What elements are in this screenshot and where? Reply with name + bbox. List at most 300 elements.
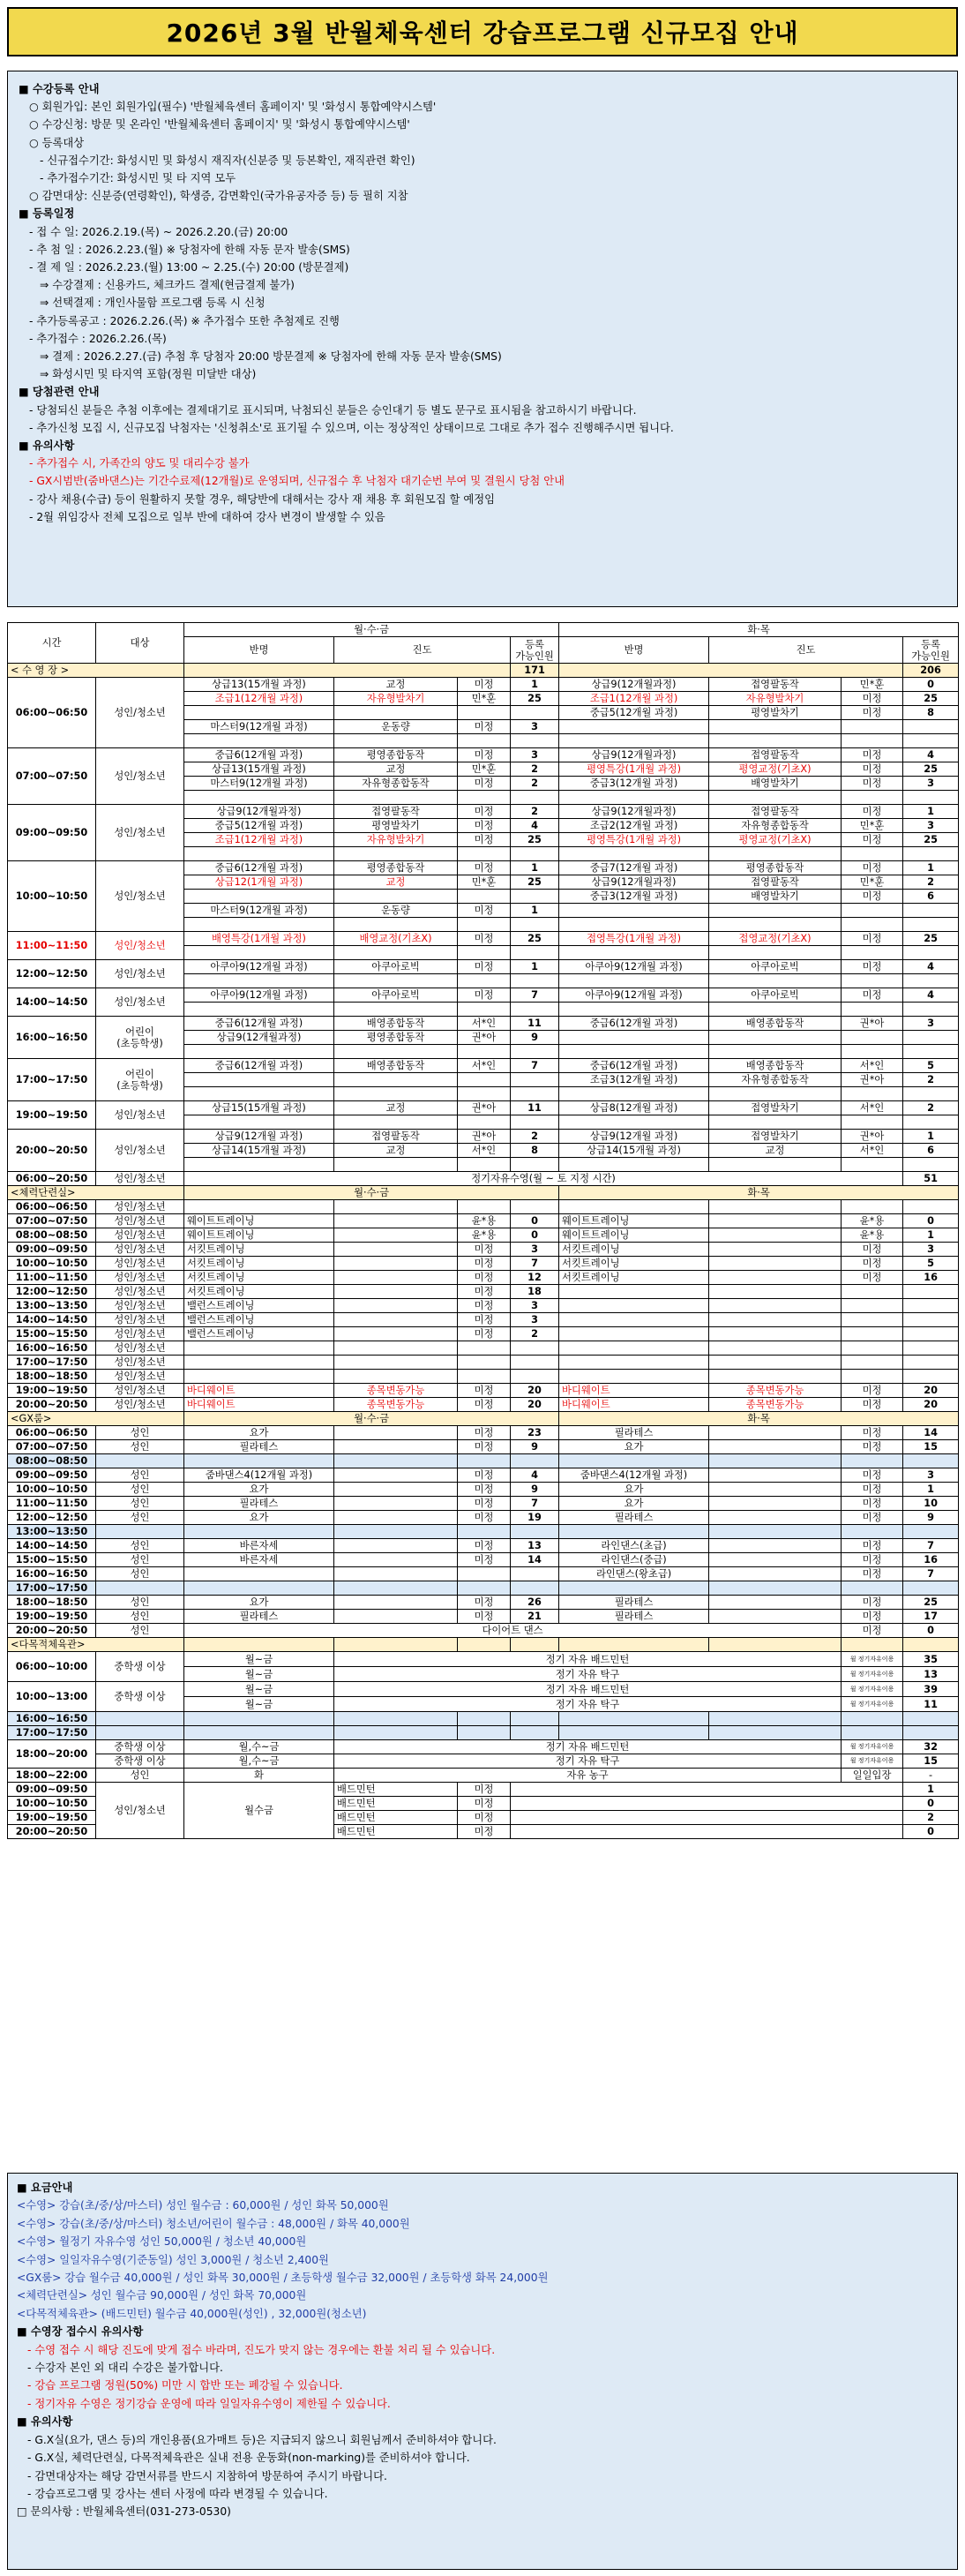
cell: 중학생 이상 xyxy=(96,1754,184,1769)
class-name: 조급1(12개월 과정) xyxy=(559,692,709,706)
cell: 윤*용 xyxy=(842,1214,903,1228)
cell xyxy=(511,1158,559,1172)
capacity: 13 xyxy=(903,1667,959,1682)
cell xyxy=(184,1045,334,1059)
program: 정기 자유 배드민턴 xyxy=(334,1740,842,1754)
cell xyxy=(842,734,903,748)
cell: 미정 xyxy=(842,692,903,706)
table-row xyxy=(8,1511,959,1525)
cell xyxy=(458,734,511,748)
target: 중학생 이상 xyxy=(96,1682,184,1712)
cell: 미정 xyxy=(458,1783,511,1797)
cell: 미정 xyxy=(842,1426,903,1440)
cell xyxy=(458,1200,511,1214)
cell: 자유형발차기 xyxy=(334,692,458,706)
cell: 월 정기자유이용 xyxy=(842,1697,903,1712)
header-progress: 진도 xyxy=(709,637,903,664)
cell: 12 xyxy=(511,1271,559,1285)
notice-line: - 추가접수 : 2026.2.26.(목) xyxy=(29,332,167,345)
cell: 서킷트레이닝 xyxy=(559,1243,709,1257)
capacity: 3 xyxy=(903,777,959,791)
cell: 바디웨이트 xyxy=(559,1398,709,1412)
cell: 20 xyxy=(903,1384,959,1398)
time-slot: 12:00~12:50 xyxy=(8,960,96,988)
cell xyxy=(559,1341,709,1356)
class-name: 마스터9(12개월 과정) xyxy=(184,777,334,791)
fees-line: <다목적체육관> (배드민턴) 월수금 40,000원(성인) , 32,000원(청소년) xyxy=(17,2307,367,2320)
cell xyxy=(458,1073,511,1087)
capacity: 25 xyxy=(903,833,959,847)
cell xyxy=(559,946,709,960)
cell: 자유형종합동작 xyxy=(709,819,842,833)
cell: 미정 xyxy=(842,1440,903,1454)
cell xyxy=(903,1581,959,1596)
capacity: 7 xyxy=(511,1059,559,1073)
cell: 미정 xyxy=(842,1384,903,1398)
cell: 미정 xyxy=(842,1511,903,1525)
class-name: 아쿠아9(12개월 과정) xyxy=(184,960,334,974)
notice-line: - 추가접수기간: 화성시민 및 타 지역 모두 xyxy=(40,172,236,185)
capacity: 8 xyxy=(903,706,959,720)
table-row xyxy=(8,1553,959,1567)
capacity xyxy=(903,720,959,734)
cell xyxy=(458,847,511,861)
cell xyxy=(842,1341,903,1356)
cell xyxy=(842,791,903,805)
class-name: 상급14(15개월 과정) xyxy=(559,1144,709,1158)
cell xyxy=(334,1327,458,1341)
cell: 민*훈 xyxy=(458,875,511,890)
cell: 교정 xyxy=(334,875,458,890)
fees-line: <GX룸> 강습 월수금 40,000원 / 성인 화목 30,000원 / 초등학생 월수금 32,000원 / 초등학생 화목 24,000원 xyxy=(17,2272,549,2285)
class-name: 아쿠아9(12개월 과정) xyxy=(559,960,709,974)
cell: 라인댄스(초급) xyxy=(559,1539,709,1553)
cell: 월수금 xyxy=(184,1783,334,1839)
cell: 배영종합동작 xyxy=(334,1017,458,1031)
cell: 미정 xyxy=(458,988,511,1003)
cell: 4 xyxy=(511,1468,559,1483)
cell: 배영종합동작 xyxy=(334,1059,458,1073)
cell xyxy=(709,1468,842,1483)
fee-notice xyxy=(7,2173,958,2570)
cell: 서킷트레이닝 xyxy=(184,1243,334,1257)
fees-line: - G.X실(요가, 댄스 등)의 개인용품(요가매트 등)은 지급되지 않으니 회원님께서 준비하셔야 합니다. xyxy=(27,2433,497,2446)
cell: 자유형발차기 xyxy=(334,833,458,847)
class-name: 조급3(12개월 과정) xyxy=(559,1073,709,1087)
cell xyxy=(511,1638,559,1652)
cell: 미정 xyxy=(458,1384,511,1398)
capacity xyxy=(511,1073,559,1087)
cell xyxy=(334,1426,458,1440)
cell xyxy=(709,1581,842,1596)
cell xyxy=(842,1638,903,1652)
cell: 권*아 xyxy=(842,1130,903,1144)
cell: 미정 xyxy=(458,748,511,762)
cell: 미정 xyxy=(458,932,511,946)
cell xyxy=(334,1638,458,1652)
cell xyxy=(334,1313,458,1327)
cell xyxy=(334,1285,458,1299)
cell: 1 xyxy=(903,1228,959,1243)
table-row xyxy=(8,1769,959,1783)
table-row xyxy=(8,1412,959,1426)
class-name: 상급12(1개월 과정) xyxy=(184,875,334,890)
cell: 미정 xyxy=(458,1811,511,1825)
class-name: 다이어트 댄스 xyxy=(184,1624,842,1638)
cell xyxy=(458,1581,511,1596)
fees-line: <수영> 월정기 자유수영 성인 50,000원 / 청소년 40,000원 xyxy=(17,2235,307,2249)
cell: 밸런스트레이닝 xyxy=(184,1313,334,1327)
cell xyxy=(334,1045,458,1059)
target: 어린이 (초등학생) xyxy=(96,1017,184,1059)
cell xyxy=(842,1581,903,1596)
schedule xyxy=(7,622,958,1839)
cell: 월 정기자유이용 xyxy=(842,1667,903,1682)
cell: 20 xyxy=(903,1398,959,1412)
cell: 평영종합동작 xyxy=(334,861,458,875)
cell: 23 xyxy=(511,1426,559,1440)
cell xyxy=(903,1115,959,1130)
cell xyxy=(903,1285,959,1299)
time-slot: 08:00~08:50 xyxy=(8,1228,96,1243)
cell: 2 xyxy=(511,1327,559,1341)
cell: 평영종합동작 xyxy=(334,748,458,762)
cell: 접영발차기 xyxy=(709,1130,842,1144)
cell xyxy=(559,664,903,678)
notice-line: ○ 수강신청: 방문 및 온라인 '반월체육센터 홈페이지' 및 '화성시 통합예약시스템' xyxy=(29,118,410,131)
class-name: 상급9(12개월과정) xyxy=(559,875,709,890)
cell xyxy=(511,1045,559,1059)
cell: 미정 xyxy=(842,1553,903,1567)
cell xyxy=(511,1567,559,1581)
cell xyxy=(903,918,959,932)
capacity: 1 xyxy=(511,960,559,974)
cell: 성인 xyxy=(96,1468,184,1483)
cell xyxy=(511,946,559,960)
cell: 미정 xyxy=(842,861,903,875)
cell: 3 xyxy=(511,1313,559,1327)
target: 성인/청소년 xyxy=(96,1172,184,1186)
cell: 미정 xyxy=(842,833,903,847)
program: 정기 자유 배드민턴 xyxy=(334,1652,842,1667)
fees-line: ■ 유의사항 xyxy=(17,2415,73,2429)
cell xyxy=(334,1610,458,1624)
cell xyxy=(559,1313,709,1327)
notice-line: - 2월 위임강사 전체 모집으로 일부 반에 대하여 강사 변경이 발생할 수 있음 xyxy=(29,510,385,523)
cell xyxy=(842,904,903,918)
cell xyxy=(559,974,709,988)
cell: 성인 xyxy=(96,1553,184,1567)
cell: 서킷트레이닝 xyxy=(559,1271,709,1285)
cell xyxy=(334,1243,458,1257)
section-title: <다목적체육관> xyxy=(8,1638,184,1652)
time-slot: 17:00~17:50 xyxy=(8,1059,96,1101)
cell xyxy=(709,918,842,932)
cell xyxy=(559,918,709,932)
capacity: 8 xyxy=(511,1144,559,1158)
table-row xyxy=(8,1398,959,1412)
time-slot: 17:00~17:50 xyxy=(8,1356,96,1370)
notice-line: ■ 당첨관련 안내 xyxy=(19,386,100,399)
capacity: 25 xyxy=(903,692,959,706)
cell: 월 정기자유이용 xyxy=(842,1652,903,1667)
cell: 라인댄스(중급) xyxy=(559,1553,709,1567)
table-row xyxy=(8,1783,959,1797)
header-mwf: 월·수·금 xyxy=(184,623,559,637)
cell: 3 xyxy=(511,1299,559,1313)
notice-line: - 당첨되신 분들은 추첨 이후에는 결제대기로 표시되며, 낙첨되신 분들은 승인대기 등 별도 문구로 표시됨을 참고하시기 바랍니다. xyxy=(29,403,637,417)
cell xyxy=(334,1370,458,1384)
cell: 웨이트트레이닝 xyxy=(559,1228,709,1243)
cell: 필라테스 xyxy=(559,1426,709,1440)
cell: 권*아 xyxy=(842,1017,903,1031)
cell xyxy=(334,1271,458,1285)
table-row xyxy=(8,1327,959,1341)
time-slot: 06:00~10:00 xyxy=(8,1652,96,1682)
capacity: 3 xyxy=(903,819,959,833)
cell: 접영팔동작 xyxy=(709,875,842,890)
target: 성인/청소년 xyxy=(96,960,184,988)
cell xyxy=(511,1454,559,1468)
schedule-table xyxy=(7,622,959,1839)
cell: 0 xyxy=(511,1228,559,1243)
table-row xyxy=(8,1682,959,1697)
table-row xyxy=(8,988,959,1003)
class-name: 상급14(15개월 과정) xyxy=(184,1144,334,1158)
cell: 평영발차기 xyxy=(709,706,842,720)
table-row xyxy=(8,1285,959,1299)
cell xyxy=(334,1440,458,1454)
capacity: 1 xyxy=(511,904,559,918)
time-slot: 11:00~11:50 xyxy=(8,932,96,960)
class-name xyxy=(559,720,709,734)
table-row xyxy=(8,1243,959,1257)
cell: 16 xyxy=(903,1553,959,1567)
time-slot: 12:00~12:50 xyxy=(8,1285,96,1299)
class-name: 아쿠아9(12개월 과정) xyxy=(559,988,709,1003)
capacity: 1 xyxy=(903,1130,959,1144)
program: 정기 자유 배드민턴 xyxy=(334,1682,842,1697)
table-row xyxy=(8,1624,959,1638)
target: 성인/청소년 xyxy=(96,678,184,748)
notice-line: ⇒ 화성시민 및 타지역 포함(정원 미달반 대상) xyxy=(40,368,257,381)
cell xyxy=(709,734,842,748)
cell: 미정 xyxy=(458,1825,511,1839)
capacity: 7 xyxy=(511,988,559,1003)
cell: 미정 xyxy=(458,805,511,819)
target: 중학생 이상 xyxy=(96,1652,184,1682)
cell xyxy=(903,1370,959,1384)
cell xyxy=(903,1003,959,1017)
notice-line: - 추가접수 시, 가족간의 양도 및 대리수강 불가 xyxy=(29,457,250,470)
cell xyxy=(559,1454,709,1468)
class-name: 중급5(12개월 과정) xyxy=(559,706,709,720)
cell xyxy=(709,1087,842,1101)
cell xyxy=(559,1045,709,1059)
cell: 월~금 xyxy=(184,1667,334,1682)
cell xyxy=(184,1567,334,1581)
cell: 성인/청소년 xyxy=(96,1398,184,1412)
cell: 웨이트트레이닝 xyxy=(184,1214,334,1228)
time-slot: 18:00~20:00 xyxy=(8,1740,96,1769)
time-slot: 14:00~14:50 xyxy=(8,988,96,1017)
table-row xyxy=(8,932,959,946)
cell xyxy=(559,1638,709,1652)
cell xyxy=(559,1285,709,1299)
cell: 요가 xyxy=(184,1483,334,1497)
cell xyxy=(559,1115,709,1130)
cell: 미정 xyxy=(458,1497,511,1511)
cell: 26 xyxy=(511,1596,559,1610)
cell xyxy=(842,918,903,932)
cell xyxy=(458,1115,511,1130)
cell xyxy=(709,1200,842,1214)
cell xyxy=(511,1115,559,1130)
fees-line: - 정기자유 수영은 정기강습 운영에 따라 일일자유수영이 제한될 수 있습니다. xyxy=(27,2397,391,2410)
time-slot: 13:00~13:50 xyxy=(8,1525,96,1539)
cell xyxy=(709,1003,842,1017)
capacity: 2 xyxy=(903,1101,959,1115)
capacity: 2 xyxy=(511,1130,559,1144)
capacity xyxy=(511,706,559,720)
cell xyxy=(184,1525,334,1539)
cell xyxy=(511,1003,559,1017)
cell xyxy=(709,1610,842,1624)
target: 성인/청소년 xyxy=(96,1101,184,1130)
table-row xyxy=(8,1214,959,1228)
cell: 자유형발차기 xyxy=(709,692,842,706)
cell xyxy=(709,946,842,960)
cell xyxy=(511,1811,903,1825)
class-name: 마스터9(12개월 과정) xyxy=(184,720,334,734)
time-slot: 16:00~16:50 xyxy=(8,1712,96,1726)
cell: 필라테스 xyxy=(184,1610,334,1624)
cell xyxy=(458,1726,511,1740)
cell: 배영종합동작 xyxy=(709,1017,842,1031)
notice-line: - 추가신청 모집 시, 신규모집 낙첨자는 '신청취소'로 표기될 수 있으며, 이는 정상적인 상태이므로 그대로 추가 접수 진행해주시면 됩니다. xyxy=(29,421,674,434)
cell xyxy=(709,720,842,734)
cell: 미정 xyxy=(842,706,903,720)
cell xyxy=(458,791,511,805)
cell: 3 xyxy=(511,1243,559,1257)
cell: 평영교정(기초X) xyxy=(709,833,842,847)
time-slot: 11:00~11:50 xyxy=(8,1271,96,1285)
table-row xyxy=(8,1370,959,1384)
cell xyxy=(842,1003,903,1017)
cell xyxy=(842,1370,903,1384)
cell xyxy=(559,1726,709,1740)
cell: 미정 xyxy=(458,960,511,974)
cell: 9 xyxy=(511,1483,559,1497)
class-name: 중급5(12개월 과정) xyxy=(184,819,334,833)
cell xyxy=(334,1158,458,1172)
fees-line: - 감면대상자는 해당 감면서류를 반드시 지참하여 방문하여 주시기 바랍니다. xyxy=(27,2469,387,2482)
cell: 미정 xyxy=(458,1271,511,1285)
cell xyxy=(334,1468,458,1483)
cell xyxy=(709,1712,842,1726)
cell: 미정 xyxy=(458,1313,511,1327)
class-name: 상급9(12개월과정) xyxy=(559,678,709,692)
class-name: 상급8(12개월 과정) xyxy=(559,1101,709,1115)
cell xyxy=(511,918,559,932)
time-slot: 20:00~20:50 xyxy=(8,1624,96,1638)
cell: 9 xyxy=(511,1440,559,1454)
class-name: 조급1(12개월 과정) xyxy=(184,692,334,706)
cell: 월 정기자유이용 xyxy=(842,1740,903,1754)
cell xyxy=(903,847,959,861)
cell: 14 xyxy=(903,1426,959,1440)
cell: 7 xyxy=(903,1539,959,1553)
cell xyxy=(511,974,559,988)
header-tt: 화·목 xyxy=(559,1186,959,1200)
class-name: 조급2(12개월 과정) xyxy=(559,819,709,833)
table-row xyxy=(8,1468,959,1483)
class-name: 상급13(15개월 과정) xyxy=(184,762,334,777)
cell: 라인댄스(왕초급) xyxy=(559,1567,709,1581)
cell: 요가 xyxy=(559,1497,709,1511)
cell xyxy=(184,1158,334,1172)
time-slot: 14:00~14:50 xyxy=(8,1313,96,1327)
cell xyxy=(903,946,959,960)
cell xyxy=(184,1454,334,1468)
time-slot: 20:00~20:50 xyxy=(8,1398,96,1412)
cell xyxy=(458,1158,511,1172)
cell: 미정 xyxy=(842,1567,903,1581)
cell: 10 xyxy=(903,1497,959,1511)
time-slot: 09:00~09:50 xyxy=(8,805,96,861)
cell: 미정 xyxy=(842,1610,903,1624)
cell: 밸런스트레이닝 xyxy=(184,1327,334,1341)
cell: 요가 xyxy=(184,1596,334,1610)
cell: 중학생 이상 xyxy=(96,1740,184,1754)
cell xyxy=(842,1313,903,1327)
notice-line: ■ 유의사항 xyxy=(19,439,75,453)
cell xyxy=(903,734,959,748)
cell xyxy=(184,847,334,861)
cell xyxy=(184,1712,334,1726)
cell xyxy=(559,1158,709,1172)
time-slot: 16:00~16:50 xyxy=(8,1341,96,1356)
cell: 7 xyxy=(903,1567,959,1581)
cell xyxy=(709,1313,842,1327)
cell xyxy=(334,706,458,720)
time-slot: 06:00~20:50 xyxy=(8,1172,96,1186)
cell: 교정 xyxy=(334,1144,458,1158)
notice-line: - 접 수 일: 2026.2.19.(목) ~ 2026.2.20.(금) 20:00 xyxy=(29,225,288,238)
capacity: 0 xyxy=(903,1825,959,1839)
cell: 0 xyxy=(903,1624,959,1638)
fees-line: <체력단련실> 성인 월수금 90,000원 / 성인 화목 70,000원 xyxy=(17,2289,307,2302)
capacity: 4 xyxy=(903,960,959,974)
header-progress: 진도 xyxy=(334,637,511,664)
cell xyxy=(184,1581,334,1596)
cell: 18 xyxy=(511,1285,559,1299)
class-name xyxy=(184,890,334,904)
cell: 성인 xyxy=(96,1596,184,1610)
notice-line: ⇒ 수강결제 : 신용카드, 체크카드 결제(현금결제 불가) xyxy=(40,279,295,292)
capacity: 25 xyxy=(903,762,959,777)
table-row xyxy=(8,1228,959,1243)
class-name: 마스터9(12개월 과정) xyxy=(184,904,334,918)
time-slot: 10:00~10:50 xyxy=(8,861,96,932)
target: 성인/청소년 xyxy=(96,988,184,1017)
header-tt: 화·목 xyxy=(559,1412,959,1426)
table-row xyxy=(8,678,959,692)
cell xyxy=(709,1726,842,1740)
cell: 일일입장 xyxy=(842,1769,903,1783)
cell xyxy=(709,1214,842,1228)
table-row xyxy=(8,1539,959,1553)
